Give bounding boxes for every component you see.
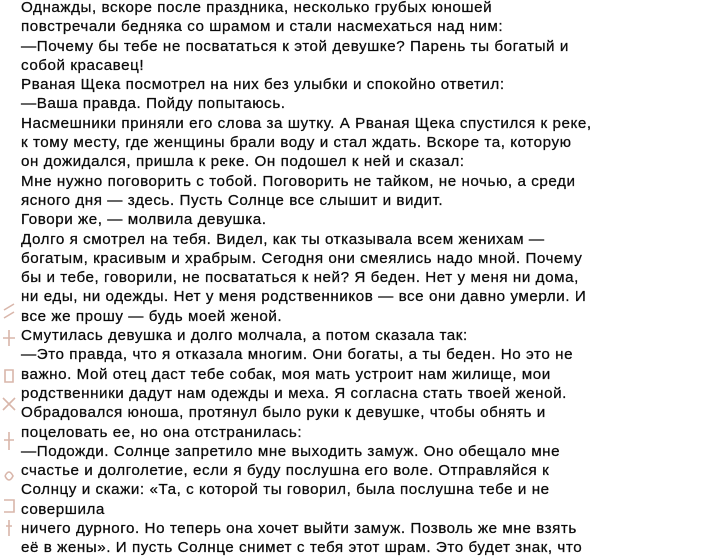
text-line: все же прошу — будь моей женой.: [21, 307, 283, 325]
text-line: Обрадовался юноша, протянул было руки к девушке, чтобы обнять и: [21, 404, 546, 422]
text-line: совершила: [21, 500, 105, 518]
text-line: родственники дадут нам одежды и меха. Я согласна стать твоей женой.: [21, 384, 567, 402]
text-line: Говори же, — молвила девушка.: [21, 211, 267, 229]
text-line: Рваная Щека посмотрел на них без улыбки и спокойно ответил:: [21, 76, 505, 94]
watermark-stroke: [3, 398, 15, 410]
watermark-stroke: [5, 472, 13, 480]
watermark-stroke: [3, 330, 15, 346]
text-line: ничего дурного. Но теперь она хочет выйти замуж. Позволь же мне взять: [21, 520, 577, 538]
watermark-stroke: [4, 304, 14, 318]
watermark-stroke: [4, 500, 14, 512]
text-line: её в жены». И пусть Солнце снимет с тебя этот шрам. Это будет знак, что: [21, 539, 583, 557]
text-line: собой красавец!: [21, 56, 145, 74]
text-line: бы и тебе, говорили, не посвататься к ней? Я беден. Нет у меня ни дома,: [21, 269, 579, 287]
text-line: счастье и долголетие, если я буду послушна его воле. Отправляйся к: [21, 462, 550, 480]
text-line: Мне нужно поговорить с тобой. Поговорить не тайком, не ночью, а среди: [21, 172, 576, 190]
story-text: [21, 0, 711, 558]
text-line: Долго я смотрел на тебя. Видел, как ты отказывала всем женихам —: [21, 230, 545, 248]
text-line: Однажды, вскоре после праздника, несколько грубых юношей: [21, 0, 493, 16]
text-line: богатым, красивым и храбрым. Сегодня они смеялись надо мной. Почему: [21, 249, 583, 267]
text-line: важно. Мой отец даст тебе собак, моя мать устроит нам жилище, мои: [21, 365, 551, 383]
side-watermark: [0, 300, 20, 540]
text-line: Солнцу и скажи: «Та, с которой ты говорил, была послушна тебе и не: [21, 481, 550, 499]
watermark-stroke: [6, 520, 12, 536]
text-line: к тому месту, где женщины брали воду и стал ждать. Вскоре та, которую: [21, 134, 572, 152]
text-line: ни еды, ни одежды. Нет у меня родственников — все они давно умерли. И: [21, 288, 587, 306]
text-line: —Почему бы тебе не посвататься к этой девушке? Парень ты богатый и: [21, 37, 569, 55]
text-line: Насмешники приняли его слова за шутку. А Рваная Щека спустился к реке,: [21, 114, 592, 132]
text-line: ясного дня — здесь. Пусть Солнце все слышит и видит.: [21, 191, 444, 209]
text-line: повстречали бедняка со шрамом и стали насмехаться над ним:: [21, 18, 504, 36]
text-line: —Это правда, что я отказала многим. Они богаты, а ты беден. Но это не: [21, 346, 574, 364]
watermark-stroke: [5, 370, 13, 382]
watermark-graphic: [0, 300, 20, 540]
text-line: —Подожди. Солнце запретило мне выходить замуж. Оно обещало мне: [21, 442, 561, 460]
text-line: поцеловать ее, но она отстранилась:: [21, 423, 303, 441]
watermark-stroke: [4, 432, 14, 450]
text-line: Смутилась девушка и долго молчала, а потом сказала так:: [21, 327, 468, 345]
text-line: он дожидался, пришла к реке. Он подошел к ней и сказал:: [21, 153, 465, 171]
text-line: —Ваша правда. Пойду попытаюсь.: [21, 95, 286, 113]
